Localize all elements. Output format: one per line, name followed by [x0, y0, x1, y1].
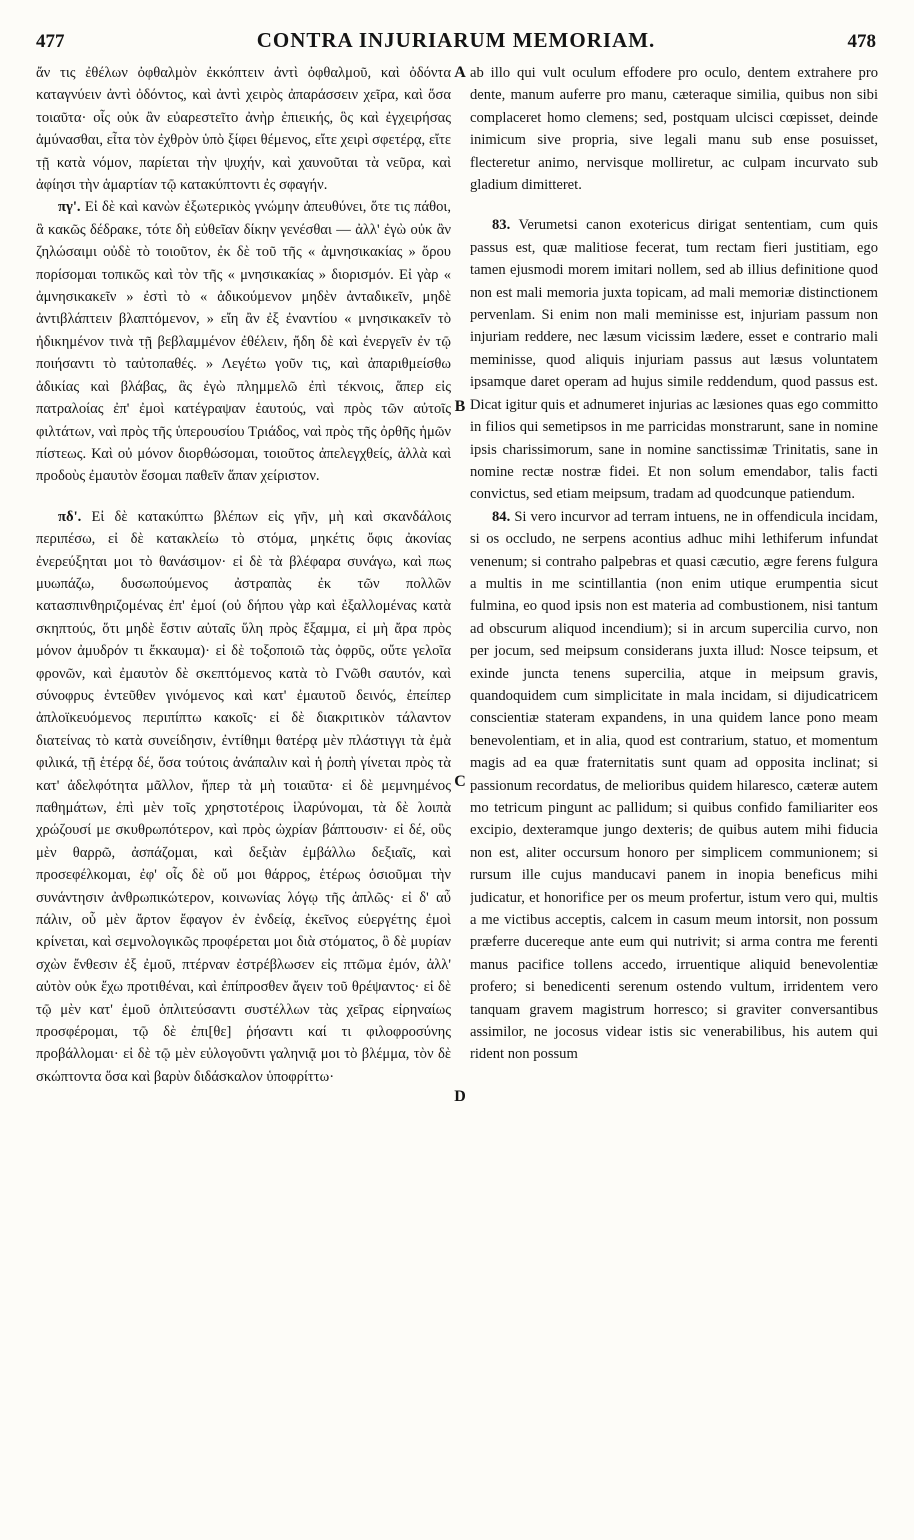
running-header: [36, 28, 876, 58]
margin-marker-d: D: [454, 1088, 466, 1105]
right-page-number: 478: [847, 31, 876, 52]
greek-section-83: [36, 196, 451, 487]
latin-section-number: 83.: [492, 217, 511, 234]
margin-marker-a: A: [454, 64, 466, 81]
margin-marker-c: C: [454, 773, 466, 790]
greek-section-text: Εἰ δὲ καὶ κανὼν ἐξωτερικὸς γνώμην ἀπευθύνει, ὅτε τις πάθοι, ἃ κακῶς δέδρακε, τότε δὴ εὐθεῖαν δίκην γενέσθαι — ἀλλ' ἐγὼ οὐκ ἂν ζηλώσαιμι οὐδὲ τὸ τοιοῦτον, ἐκ δὲ τοῦ τῆς « ἀμνησικακίας » ὅρου πορίσομαι τοπικῶς καὶ τὸν τῆς « μνησικακίας » διορισμόν. Εἰ γὰρ « ἀμνησικακεῖν » ἐστὶ τὸ « ἀδικούμενον μηδὲν ἀνταδικεῖν, μηδὲ ἀντιβλάπτειν βλαπτόμενον, » εἴη ἂν ἐξ ἐναντίου « μνησικακεῖν τὸ ἠδικημένον τινὰ τῇ βεβλαμμένον ἐθέλειν, ἤδη δὲ καὶ ἐνεργεῖν ἐν τῷ ποιήσαντι τὸ ταὐτοπαθές. » Λεγέτω γοῦν τις, καὶ ἀπαριθμείσθω ἀδικίας καὶ βλάβας, ἃς ἐγὼ πλημμελῶ ἐπὶ τέκνοις, ἅπερ εἰς πατραλοίας ἐπ' ἐμοὶ κατέγραψαν ἑαυτούς, ναὶ πρὸς τῶν αὐτοῖς φιλτάτων, ναὶ πρὸς τῆς ὑπερουσίου Τριάδος, ναὶ πρὸς τῆς ὀρθῆς ἡμῶν πίστεως. Καὶ οὐ μόνον διορθώσομαι, τοιοῦτος ἀπελεγχθείς, ἀλλὰ καὶ προδοὺς ἐμαυτὸν ἔσομαι παθεῖν ἅπαν χείριστον.: [36, 199, 451, 485]
latin-section-83: [470, 214, 878, 505]
latin-section-84: [470, 506, 878, 1066]
greek-paragraph-continued: ἄν τις ἐθέλων ὀφθαλμὸν ἐκκόπτειν ἀντὶ ὀφθαλμοῦ, καὶ ὀδόντα καταγνύειν ἀντὶ ὀδόντος, καὶ ἀντὶ χειρὸς ἀπαράσσειν χεῖρα, καὶ ὅσα τοιαῦτα· οἷς οὐκ ἂν εὐαρεστεῖτο ἀνὴρ ἐπιεικής, ὃς καὶ ἐγχειρήσας ἀμύνασθαι, εἶτα τὸν ἐχθρὸν ὑπὸ ξίφει θέμενος, εἴτε χειρὶ σφετέρᾳ, εἴτε τῇ κατὰ νόμον, παρίεται τὴν ψυχήν, καὶ χαυνοῦται τὰ νεῦρα, καὶ ἀφίησι τὴν ἁμαρτίαν τῷ κατακύπτοντι ἐς σφαγήν.: [36, 65, 451, 194]
latin-section-number: 84.: [492, 508, 511, 525]
margin-marker-b: B: [454, 398, 466, 415]
greek-section-text: Εἰ δὲ κατακύπτω βλέπων εἰς γῆν, μὴ καὶ σκανδάλοις περιπέσω, εἰ δὲ κατακλείω τὸ στόμα, μηκέτις ὄφις ἀκονίας ἐνερεύξηται μοι τὸ θανάσιμον· εἰ δὲ τὰ βλέφαρα συνάγω, καὶ πως μυωπάζω, δυσωπούμενος ἀστραπὰς ἐκ τῶν πολλῶν κατασπινθηριζομένας ἐπ' ἐμοί (οὐ δήπου γὰρ καὶ ἐξαλλομένας κατὰ σκηπτούς, ὅτι μηδὲ ἔστιν αὐταῖς ὕλη πρὸς ἔξαμμα, εἰ μὴ ἄρα πρὸς μόνον ἀμυδρόν τι ἔκκαυμα)· εἰ δὲ τοξοποιῶ τὰς ὀφρῦς, οὔτε γελοῖα φρονῶν, καὶ ἐμαυτὸν δὲ σκεπτόμενος κατὰ τὸ Γνῶθι σαυτόν, καὶ σύνοφρυς ἐντεῦθεν γινόμενος καὶ κατ' ἐμαυτοῦ δεινός, ἐπείπερ ἀπλοϊκευόμενος περιπίπτω κακοῖς· εἰ δὲ διακριτικὸν τάλαντον διατείνας τὸ κατὰ συνείδησιν, ἐντίθημι θατέρᾳ μὲν πλάστιγγι τὰ ἐμὰ φιλικά, τῇ ἑτέρᾳ δέ, ὅσα τούτοις ἀνάπαλιν καὶ ἡ ῥοπὴ γίνεται πρὸς τὰ κατ' ἀδελφότητα μᾶλλον, ἤπερ τὰ μὴ τοιαῦτα· εἰ δὲ μεμνημένος παθημάτων, ἐπὶ μὲν τοῖς χρηστοτέροις ἱλαρύνομαι, τὰ δὲ λοιπὰ χρώζουσί με σκυθρωπότερον, καὶ πρὸς ὠχρίαν βάπτουσιν· εἰ δέ, οὓς μὲν θαρρῶ, ἀσπάζομαι, καὶ δεξιὰν ἐμβάλλω δεξιαῖς, καὶ προσεφέλκομαι, ἐφ' οἷς δὲ οὔ μοι θάρρος, ἑτέρως ὁσιοῦμαι τὴν συνάντησιν ἀνθρωπικώτερον, κοινωνίας λόγῳ τῆς ἁπλῶς· εἰ δ' αὖ πάλιν, οὗ μὲν ἄρτον ἔφαγον ἐν ἐνδείᾳ, ἐκεῖνος εὐεργέτης ἐμοὶ κρίνεται, καὶ σεμνολογικῶς προφέρεται μοι διὰ στόματος, ὃ δὲ μυρίαν σχὼν ἔνθεσιν ἐξ ἐμοῦ, πτέρναν ἐστρέβλωσεν εἰς πτῶμα ἐμόν, ἀλλ' αὐτὸν οὐκ ἔχω προτιθέναι, καὶ ἐπίπροσθεν ἄγειν τοῦ θρέψαντος· εἰ δὲ τῷ μὲν κατ' ἐμοῦ ὁπλιτεύσαντι συστέλλων τὰς χεῖρας εἰρηναίως προσφέρομαι, τῷ δὲ ἐπι[θε] ῥήσαντι καί τι φιλοφροσύνης προβάλλομαι· εἰ δὲ τῷ μὲν εὐλογοῦντι γαληνιᾷ μοι τὸ βλέμμα, τὸν δὲ σκώπτοντα ὅσα καὶ βαρὺν διδάσκαλον ὑποφρίττω·: [36, 508, 451, 1085]
running-title: CONTRA INJURIARUM MEMORIAM.: [256, 28, 656, 52]
latin-section-text: Si vero incurvor ad terram intuens, ne in offendicula incidam, si os occludo, ne serpens acontius adhuc mihi lethiferum infundat venenum; si contraho palpebras et quasi cæcutio, ægre ferens fulgura a multis in me scintillantia (non enim utique erumpentia sicut fulmina, eo quod ipsis non est materia ad combustionem, nisi tantum ad obscurum aliquod incendium); si in arcum supercilia curvo, non per jocum, sed meipsum considerans juxta illud: Nosce teipsum, et exinde juncta tenens supercilia, atque in meipsum gravis, quandoquidem cum simplicitate in mala incidam, si dijudicatricem conscientiæ stateram expandens, in una quidem lance pono meam benevolentiam, et in alia, quod est contrarium, statuo, et momentum magis ad ea quæ fraternitatis sunt quam ad opposita inclinat; si passionum recordatus, de melioribus quidem hilaresco, cæteræ autem mo tetricum pingunt ac pallidum; si quibus confido familiariter eos excipio, dexteramque jungo dexteris; de quibus autem mihi fiducia non est, aliter occursum honoro per simplicem communionem; si rursum ille cujus manducavi panem in inopia beneficus mihi judicatur, et honorifice per os meum profertur, istum vero qui, multis a me victibus acceptis, calcem in casum meum intorsit, non possum præferre ducereque ante eum qui nutrivit; si arma contra me ferenti manus pacifice tollens accedo, irruentique aliquid benevolentiæ profero; si benedicenti serenum ostendo vultum, irridentem vero tanquam gravem magistrum horresco; si graviter conversantibus assimilor, ne jocosus videar istis sic venerabilibus, his autem qui rident non possum: [470, 508, 878, 1063]
greek-section-number: πγ'.: [58, 199, 81, 216]
greek-section-84: [36, 506, 451, 1089]
left-page-number: 477: [36, 31, 65, 52]
latin-section-text: Verumetsi canon exotericus dirigat sententiam, cum quis passus est, quæ malitiose fecerat, tum rectam fieri justitiam, ego tamen ejusmodi morem imitari nollem, sed ab illius definitione quod non est mali memoria juxta topicam, ad mali memoriæ distinctionem pervenlam. Si enim non mali meminisse est, injuriam passum non injuriam reddere, nec læsum vicissim lædere, esset e contrario mali meminisse, quod aliquis injuriam passus aut læsus voluntatem ipsamque daret operam ad hujus simile reddendum, quod passus est. Dicat igitur quis et adnumeret injurias ac læsiones quas ego committo in filios qui semetipsos in me parricidas monstrarunt, sane in nomine ipsis charissimorum, sane in nomine sanctissimæ Trinitatis, sane in nomine rectæ nostræ fidei. Et non solum emendabor, talis facti convictus, sed etiam meipsum, tradam ad quodcunque patiendum.: [470, 217, 878, 503]
greek-column: [36, 62, 451, 1522]
greek-section-number: πδ'.: [58, 508, 82, 525]
latin-column: [470, 62, 878, 1522]
latin-paragraph-continued: ab illo qui vult oculum effodere pro oculo, dentem extrahere pro dente, manum auferre pro manu, cæteraque similia, quibus non sibi complaceret homo clemens; sed, postquam ulcisci cœpisset, deinde inimicum sive propria, sive legali manu sub ense posuisset, flecteretur animo, nervisque molliretur, ac culpam incurvato sub gladium dimitteret.: [470, 65, 878, 194]
